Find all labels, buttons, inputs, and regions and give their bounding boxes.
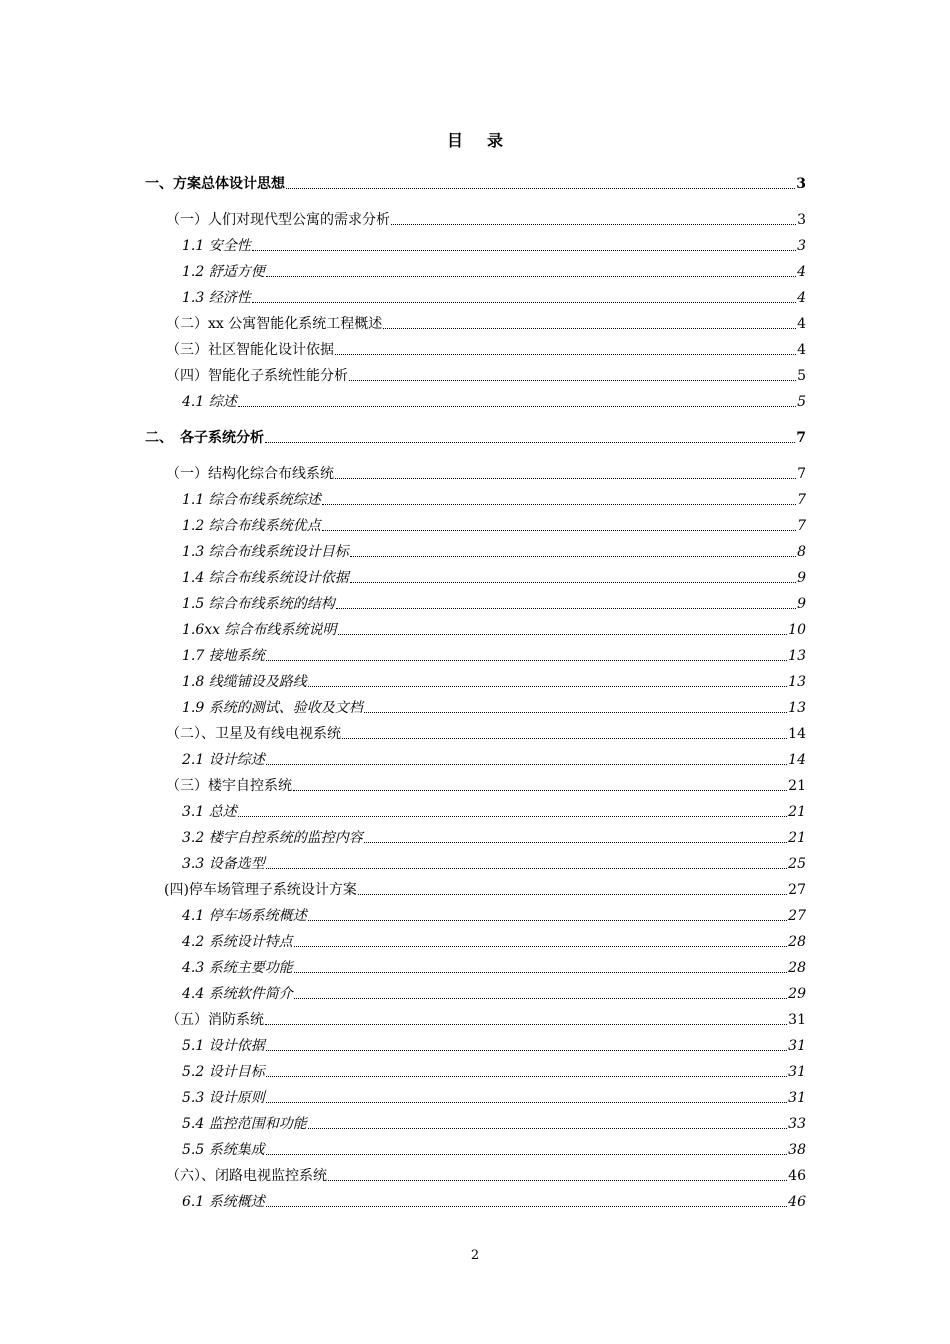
toc-entry-page: 3 — [797, 238, 806, 254]
toc-dot-leader — [266, 1154, 787, 1155]
toc-entry-label: （二）xx 公寓智能化系统工程概述 — [166, 316, 383, 332]
toc-entry-page: 27 — [788, 882, 806, 898]
toc-entry[interactable] — [166, 314, 806, 334]
toc-dot-leader — [294, 946, 787, 947]
toc-dot-leader — [342, 738, 787, 739]
toc-dot-leader — [293, 790, 787, 791]
toc-entry-page: 31 — [788, 1090, 806, 1106]
toc-entry-page: 13 — [788, 674, 806, 690]
toc-entry-page: 21 — [788, 830, 806, 846]
page-number: 2 — [470, 1248, 480, 1263]
toc-entry[interactable] — [182, 262, 806, 282]
toc-entry[interactable] — [164, 880, 806, 900]
toc-entry[interactable] — [182, 516, 806, 536]
toc-dot-leader — [336, 608, 796, 609]
toc-entry[interactable] — [166, 366, 806, 386]
toc-dot-leader — [266, 1050, 787, 1051]
toc-entry-page: 7 — [797, 518, 806, 534]
toc-entry-label: 3.1 总述 — [182, 804, 237, 820]
toc-entry-label: 1.3 综合布线系统设计目标 — [182, 544, 349, 560]
toc-entry-label: 1.8 线缆铺设及路线 — [182, 674, 307, 690]
toc-entry[interactable] — [182, 672, 806, 692]
toc-entry-label: 4.4 系统软件简介 — [182, 986, 293, 1002]
toc-dot-leader — [350, 556, 796, 557]
toc-dot-leader — [308, 686, 787, 687]
toc-entry-page: 33 — [788, 1116, 806, 1132]
toc-dot-leader — [322, 504, 796, 505]
toc-dot-leader — [328, 1180, 787, 1181]
toc-entry[interactable] — [166, 340, 806, 360]
toc-dot-leader — [308, 920, 787, 921]
toc-entry-label: 1.4 综合布线系统设计依据 — [182, 570, 349, 586]
toc-dot-leader — [265, 1024, 787, 1025]
toc-entry-label: 1.2 综合布线系统优点 — [182, 518, 321, 534]
toc-entry-page: 7 — [796, 430, 806, 446]
toc-dot-leader — [266, 1076, 787, 1077]
toc-entry-page: 9 — [797, 570, 806, 586]
toc-entry-label: （二）、卫星及有线电视系统 — [166, 726, 341, 742]
toc-dot-leader — [252, 250, 796, 251]
toc-entry-page: 46 — [788, 1194, 806, 1210]
toc-entry[interactable] — [182, 236, 806, 256]
toc-dot-leader — [391, 224, 796, 225]
toc-title-char-2: 录 — [487, 131, 504, 150]
toc-entry[interactable] — [182, 1192, 806, 1212]
toc-entry-label: 4.1 综述 — [182, 394, 237, 410]
toc-entry[interactable] — [182, 620, 806, 640]
toc-entry[interactable] — [182, 594, 806, 614]
toc-entry[interactable] — [182, 698, 806, 718]
toc-entry-label: 5.3 设计原则 — [182, 1090, 265, 1106]
toc-entry[interactable] — [166, 776, 806, 796]
toc-dot-leader — [350, 582, 796, 583]
toc-dot-leader — [294, 972, 787, 973]
toc-entry[interactable] — [182, 542, 806, 562]
toc-dot-leader — [358, 894, 787, 895]
toc-entry[interactable] — [182, 568, 806, 588]
toc-dot-leader — [322, 530, 796, 531]
toc-dot-leader — [266, 1206, 787, 1207]
toc-entry-page: 21 — [788, 804, 806, 820]
toc-entry-label: 5.5 系统集成 — [182, 1142, 265, 1158]
toc-entry-page: 28 — [788, 934, 806, 950]
toc-entry[interactable] — [182, 1036, 806, 1056]
toc-entry-label: 3.2 楼宇自控系统的监控内容 — [182, 830, 363, 846]
toc-entry-label: 5.2 设计目标 — [182, 1064, 265, 1080]
toc-entry-label: 二、 各子系统分析 — [145, 430, 264, 446]
toc-entry-label: （五）消防系统 — [166, 1012, 264, 1028]
toc-entry-page: 25 — [788, 856, 806, 872]
toc-entry[interactable] — [145, 428, 806, 448]
toc-entry-label: 1.7 接地系统 — [182, 648, 265, 664]
toc-entry[interactable] — [182, 1114, 806, 1134]
toc-entry-label: 4.3 系统主要功能 — [182, 960, 293, 976]
toc-entry-label: （一）结构化综合布线系统 — [166, 466, 334, 482]
toc-entry-page: 31 — [788, 1012, 806, 1028]
toc-entry[interactable] — [182, 288, 806, 308]
toc-entry-label: 1.6xx 综合布线系统说明 — [182, 622, 337, 638]
toc-entry-page: 4 — [797, 342, 806, 358]
toc-entry[interactable] — [182, 646, 806, 666]
toc-entry-page: 7 — [797, 466, 806, 482]
toc-entry-page: 3 — [796, 176, 806, 192]
toc-entry[interactable] — [182, 392, 806, 412]
toc-entry-label: 1.2 舒适方便 — [182, 264, 265, 280]
toc-entry-label: （一）人们对现代型公寓的需求分析 — [166, 212, 390, 228]
toc-entry-page: 9 — [797, 596, 806, 612]
toc-dot-leader — [266, 868, 787, 869]
toc-entry[interactable] — [182, 828, 806, 848]
toc-entry-label: 5.4 监控范围和功能 — [182, 1116, 307, 1132]
toc-dot-leader — [349, 380, 796, 381]
toc-entry-label: 1.1 安全性 — [182, 238, 251, 254]
toc-dot-leader — [308, 1128, 787, 1129]
toc-entry[interactable] — [182, 854, 806, 874]
toc-entry-label: 1.5 综合布线系统的结构 — [182, 596, 335, 612]
toc-entry-page: 21 — [788, 778, 806, 794]
toc-entry-page: 38 — [788, 1142, 806, 1158]
toc-entry-page: 31 — [788, 1038, 806, 1054]
toc-entry-page: 28 — [788, 960, 806, 976]
toc-entry[interactable] — [182, 1088, 806, 1108]
toc-entry-label: (四)停车场管理子系统设计方案 — [164, 882, 357, 898]
toc-entry[interactable] — [182, 1140, 806, 1160]
toc-entry-page: 4 — [797, 264, 806, 280]
toc-entry-page: 7 — [797, 492, 806, 508]
toc-title-char-1: 目 — [446, 131, 463, 150]
toc-dot-leader — [238, 406, 796, 407]
toc-entry-label: 2.1 设计综述 — [182, 752, 265, 768]
toc-entry-label: （三）楼宇自控系统 — [166, 778, 292, 794]
toc-entry-label: （六）、闭路电视监控系统 — [166, 1168, 327, 1184]
toc-entry[interactable] — [166, 1166, 806, 1186]
toc-dot-leader — [364, 842, 787, 843]
toc-entry-label: 6.1 系统概述 — [182, 1194, 265, 1210]
toc-entry[interactable] — [166, 1010, 806, 1030]
toc-entry-page: 13 — [788, 700, 806, 716]
toc-dot-leader — [294, 998, 787, 999]
toc-entry[interactable] — [182, 958, 806, 978]
toc-dot-leader — [364, 712, 787, 713]
toc-entry[interactable] — [182, 750, 806, 770]
toc-entry-page: 29 — [788, 986, 806, 1002]
toc-entry[interactable] — [182, 932, 806, 952]
toc-entry-page: 3 — [797, 212, 806, 228]
toc-entry[interactable] — [166, 210, 806, 230]
toc-dot-leader — [265, 442, 795, 443]
toc-entry-page: 5 — [797, 394, 806, 410]
toc-dot-leader — [266, 660, 787, 661]
toc-entry[interactable] — [182, 490, 806, 510]
toc-entry-page: 46 — [788, 1168, 806, 1184]
toc-entry[interactable] — [182, 1062, 806, 1082]
toc-entry-label: 4.1 停车场系统概述 — [182, 908, 307, 924]
toc-entry[interactable] — [145, 174, 806, 194]
toc-entry-page: 8 — [797, 544, 806, 560]
toc-entry-page: 4 — [797, 316, 806, 332]
toc-dot-leader — [338, 634, 788, 635]
toc-entry-label: 1.3 经济性 — [182, 290, 251, 306]
toc-entry-page: 14 — [788, 726, 806, 742]
toc-entry-label: 1.9 系统的测试、验收及文档 — [182, 700, 363, 716]
toc-entry[interactable] — [182, 906, 806, 926]
toc-dot-leader — [335, 354, 796, 355]
toc-entry-page: 5 — [797, 368, 806, 384]
toc-dot-leader — [335, 478, 796, 479]
toc-entry-page: 14 — [788, 752, 806, 768]
toc-entry[interactable] — [182, 802, 806, 822]
toc-dot-leader — [238, 816, 787, 817]
toc-entry[interactable] — [166, 724, 806, 744]
toc-entry-label: 1.1 综合布线系统综述 — [182, 492, 321, 508]
toc-dot-leader — [286, 188, 795, 189]
toc-entry-page: 10 — [788, 622, 806, 638]
toc-entry-label: （四）智能化子系统性能分析 — [166, 368, 348, 384]
toc-entry-label: 5.1 设计依据 — [182, 1038, 265, 1054]
toc-entry-page: 13 — [788, 648, 806, 664]
toc-entry-label: 3.3 设备选型 — [182, 856, 265, 872]
toc-dot-leader — [266, 1102, 787, 1103]
toc-entry-label: 4.2 系统设计特点 — [182, 934, 293, 950]
toc-entry[interactable] — [182, 984, 806, 1004]
toc-dot-leader — [383, 328, 796, 329]
toc-dot-leader — [252, 302, 796, 303]
toc-entry[interactable] — [166, 464, 806, 484]
toc-entry-page: 4 — [797, 290, 806, 306]
toc-dot-leader — [266, 764, 787, 765]
toc-entry-label: （三）社区智能化设计依据 — [166, 342, 334, 358]
toc-entry-label: 一、方案总体设计思想 — [145, 176, 285, 192]
toc-entry-page: 27 — [788, 908, 806, 924]
toc-dot-leader — [266, 276, 796, 277]
toc-entry-page: 31 — [788, 1064, 806, 1080]
